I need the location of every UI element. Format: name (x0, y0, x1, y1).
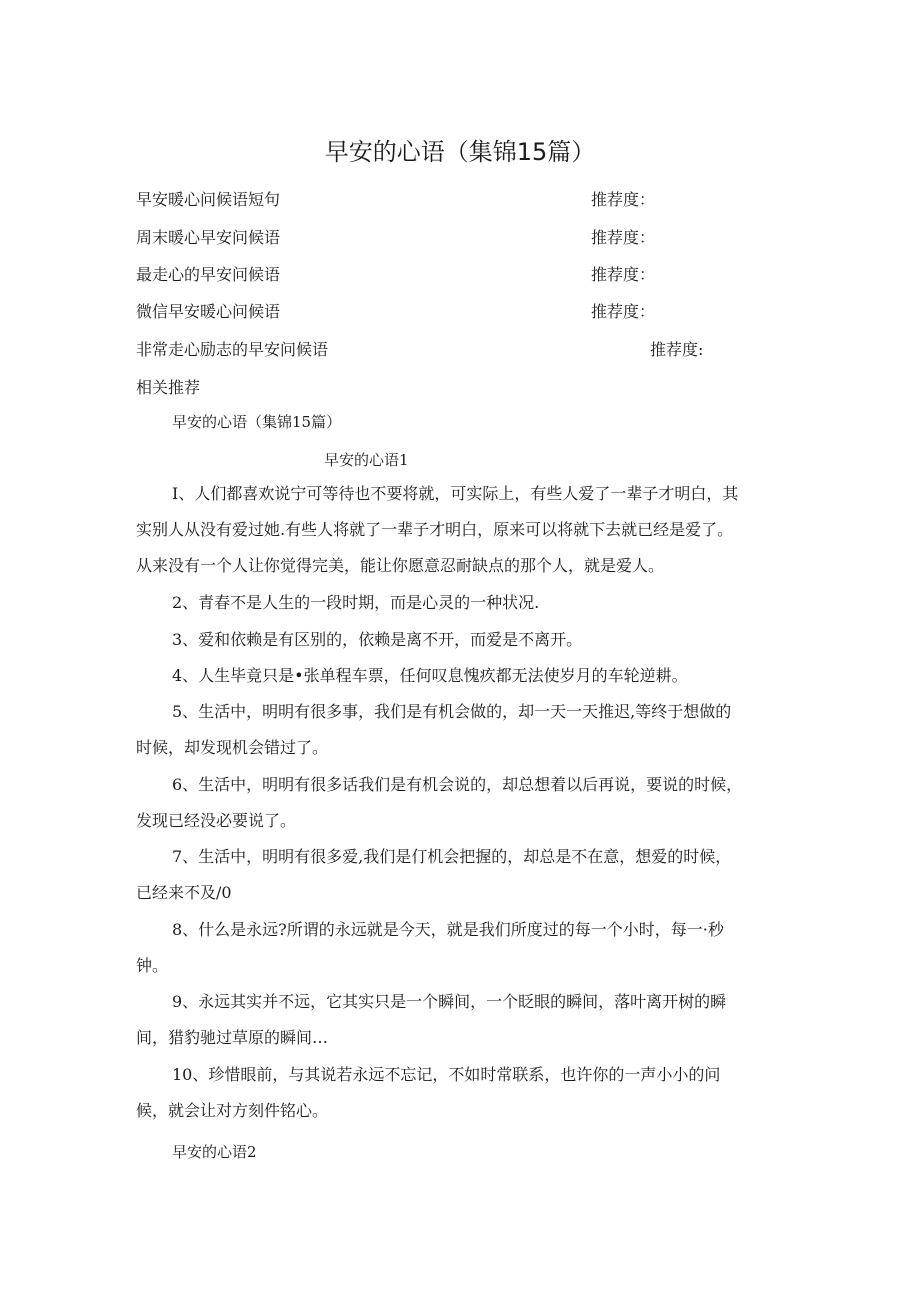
paragraph-line: 从来没有一个人让你觉得完美，能让你愿意忍耐缺点的那个人，就是爱人。 (136, 556, 665, 575)
paragraph (136, 912, 772, 984)
paragraph-line: 钟。 (136, 956, 169, 975)
paragraph-line: 实别人从没有爱过她.有些人将就了一辈子才明白，原来可以将就下去就已经是爱了。 (136, 520, 734, 539)
toc-recommend: 推荐度: (650, 340, 704, 359)
paragraph (136, 585, 772, 621)
paragraph (136, 839, 772, 911)
paragraph (136, 694, 772, 766)
paragraph-line: 10、珍惜眼前，与其说若永远不忘记，不如时常联系，也许你的一声小小的问 (172, 1065, 721, 1084)
toc-label: 周末暖心早安问候语 (136, 228, 281, 247)
paragraph-line: 6、生活中，明明有很多话我们是有机会说的，却总想着以后再说，要说的时候， (172, 775, 743, 794)
paragraph (136, 476, 772, 584)
toc-label: 最走心的早安问候语 (136, 265, 281, 284)
paragraph-line: 发现已经没必要说了。 (136, 811, 297, 830)
toc-label: 早安暖心问候语短句 (136, 190, 281, 209)
related-heading: 相关推荐 (136, 378, 201, 397)
paragraph-line: 候，就会让对方刻件铭心。 (136, 1101, 329, 1120)
paragraph-line: I、人们都喜欢说宁可等待也不要将就，可实际上，有些人爱了一辈子才明白，其 (172, 484, 739, 503)
paragraph (136, 984, 772, 1056)
paragraph-line: 时候，却发现机会错过了。 (136, 738, 329, 757)
toc-recommend: 推荐度： (591, 190, 656, 209)
paragraph-line: 8、什么是永远?所谓的永远就是今天，就是我们所度过的每一个小时，每一·秒 (172, 920, 724, 939)
subtitle: 早安的心语（集锦15篇） (172, 413, 342, 431)
toc-recommend: 推荐度： (591, 302, 656, 321)
toc-recommend: 推荐度： (591, 265, 656, 284)
paragraph (136, 658, 772, 694)
paragraph-line: 9、永远其实并不远，它其实只是一个瞬间，一个眨眼的瞬间，落叶离开树的瞬 (172, 992, 727, 1011)
paragraph-line: 3、爱和依赖是有区别的，依赖是离不开，而爱是不离开。 (172, 630, 583, 649)
paragraph (136, 767, 772, 839)
paragraph-line: 4、人生毕竟只是•张单程车票，任何叹息愧疚都无法使岁月的车轮逆耕。 (172, 666, 688, 685)
paragraph-line: 7、生活中，明明有很多爱,我们是仃机会把握的，却总是不在意，想爱的时候， (172, 847, 732, 866)
page-title: 早安的心语（集锦15篇） (324, 138, 596, 166)
paragraph-line: 5、生活中，明明有很多事，我们是有机会做的，却一天一天推迟,等终于想做的 (172, 702, 732, 721)
paragraph-line: 已经来不及/0 (136, 883, 232, 902)
paragraph (136, 1057, 772, 1129)
paragraph-line: 间，猎豹驰过草原的瞬间… (136, 1028, 329, 1047)
paragraph-line: 2、青春不是人生的一段时期，而是心灵的一种状况. (172, 593, 540, 612)
toc-recommend: 推荐度： (591, 228, 656, 247)
section-heading-1: 早安的心语1 (324, 451, 409, 469)
section-heading-2: 早安的心语2 (172, 1143, 257, 1161)
toc-label: 微信早安暖心问候语 (136, 302, 281, 321)
toc-label: 非常走心励志的早安问候语 (136, 340, 329, 359)
paragraph (136, 622, 772, 658)
